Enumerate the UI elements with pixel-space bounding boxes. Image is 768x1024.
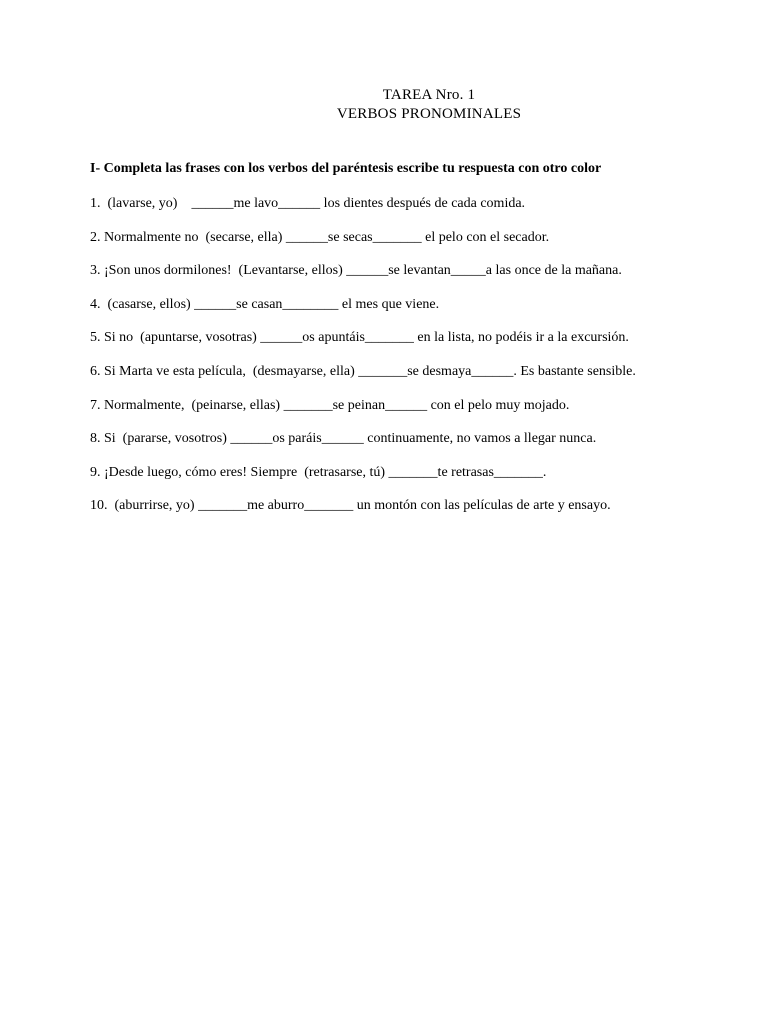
page-subtitle: VERBOS PRONOMINALES (336, 106, 522, 122)
exercise-item-4: 4. (casarse, ellos) ______se casan________ el mes que viene. (90, 296, 440, 312)
exercise-item-3: 3. ¡Son unos dormilones! (Levantarse, ellos) ______se levantan_____a las once de la mañana. (90, 263, 622, 279)
exercise-item-9: 9. ¡Desde luego, cómo eres! Siempre (retrasarse, tú) _______te retrasas_______. (90, 464, 547, 480)
page-title: TAREA Nro. 1 (382, 87, 476, 103)
exercise-item-8: 8. Si (pararse, vosotros) ______os paráis______ continuamente, no vamos a llegar nunca. (90, 431, 597, 447)
title-block (0, 86, 768, 124)
exercise-list (90, 195, 636, 531)
exercise-item-1: 1. (lavarse, yo) ______me lavo______ los dientes después de cada comida. (90, 196, 526, 211)
instruction-text: I- Completa las frases con los verbos del paréntesis escribe tu respuesta con otro color (90, 161, 602, 176)
exercise-item-6: 6. Si Marta ve esta película, (desmayarse, ella) _______se desmaya______. Es bastante sensible. (90, 363, 636, 379)
exercise-item-7: 7. Normalmente, (peinarse, ellas) _______se peinan______ con el pelo muy mojado. (90, 397, 570, 413)
exercise-item-10: 10. (aburrirse, yo) _______me aburro_______ un montón con las películas de arte y ensayo. (90, 498, 611, 514)
exercise-item-5: 5. Si no (apuntarse, vosotras) ______os apuntáis_______ en la lista, no podéis ir a la excursión. (90, 330, 629, 346)
exercise-item-2: 2. Normalmente no (secarse, ella) ______se secas_______ el pelo con el secador. (90, 229, 550, 245)
